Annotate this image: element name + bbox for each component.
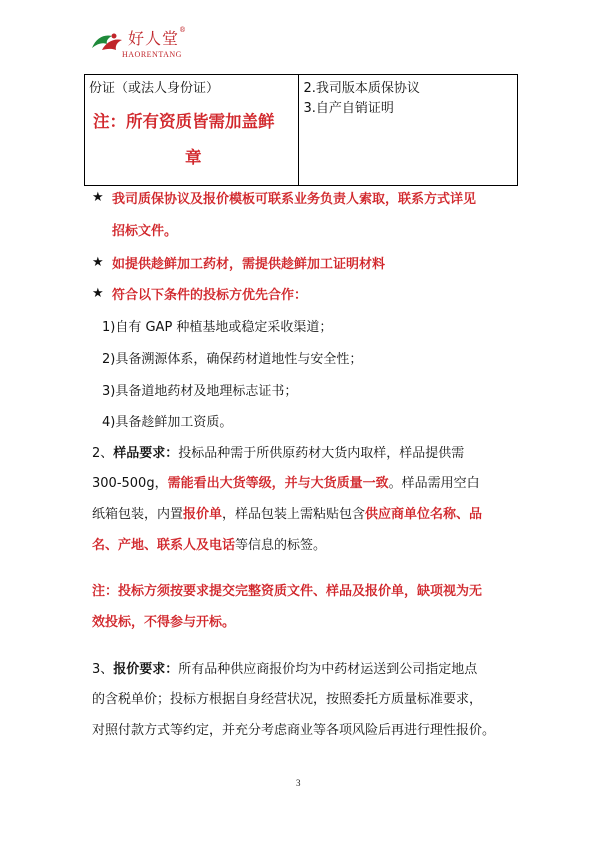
condition-3: 3)具备道地药材及地理标志证书； [102, 384, 298, 399]
table-cell-left [85, 75, 299, 186]
star-item-1-line2: 招标文件。 [112, 224, 178, 239]
logo-english-text: HAORENTANG [122, 50, 182, 59]
star-item-1-line1: 我司质保协议及报价模板可联系业务负责人索取，联系方式详见 [112, 192, 477, 207]
sample-requirements-line4: 名、产地、联系人及电话等信息的标签。 [92, 538, 327, 553]
quote-requirements-line3: 对照付款方式等约定，并充分考虑商业等各项风险后再进行理性报价。 [92, 723, 496, 738]
sample-requirements-line2: 300-500g，需能看出大货等级，并与大货质量一致。样品需用空白 [92, 476, 480, 491]
condition-2: 2)具备溯源体系，确保药材道地性与安全性； [102, 352, 363, 367]
qualification-table [84, 74, 518, 186]
table-right-line1: 2.我司版本质保协议 [303, 81, 420, 96]
logo-bird-icon [90, 30, 124, 56]
qualification-seal-note: 注：所有资质皆需加盖鲜 [93, 112, 275, 131]
condition-4: 4)具备趁鲜加工资质。 [102, 415, 233, 430]
star-bullet-icon: ★ [92, 255, 104, 270]
page-number: 3 [296, 778, 301, 788]
condition-1: 1)自有 GAP 种植基地或稳定采收渠道； [102, 320, 333, 335]
company-logo [90, 26, 290, 74]
submission-note-line1: 注：投标方须按要求提交完整资质文件、样品及报价单，缺项视为无 [92, 584, 483, 599]
star-bullet-icon: ★ [92, 190, 104, 205]
quote-requirements-line1: 3、报价要求：所有品种供应商报价均为中药材运送到公司指定地点 [92, 662, 478, 677]
logo-chinese-text: 好人堂® [128, 26, 188, 48]
submission-note-line2: 效投标，不得参与开标。 [92, 615, 236, 630]
sample-requirements-line3: 纸箱包装，内置报价单，样品包装上需粘贴包含供应商单位名称、品 [92, 507, 483, 522]
star-item-2: 如提供趁鲜加工药材，需提供趁鲜加工证明材料 [112, 257, 386, 272]
star-item-3: 符合以下条件的投标方优先合作： [112, 288, 308, 303]
star-bullet-icon: ★ [92, 286, 104, 301]
qualification-seal-note-cont: 章 [185, 148, 202, 167]
table-cell-right [299, 75, 518, 186]
table-left-line1: 份证（或法人身份证） [89, 81, 220, 96]
quote-requirements-line2: 的含税单价；投标方根据自身经营状况，按照委托方质量标准要求， [92, 692, 483, 707]
sample-requirements-line1: 2、样品要求：投标品种需于所供原药材大货内取样，样品提供需 [92, 446, 465, 461]
table-right-line2: 3.自产自销证明 [303, 101, 394, 116]
